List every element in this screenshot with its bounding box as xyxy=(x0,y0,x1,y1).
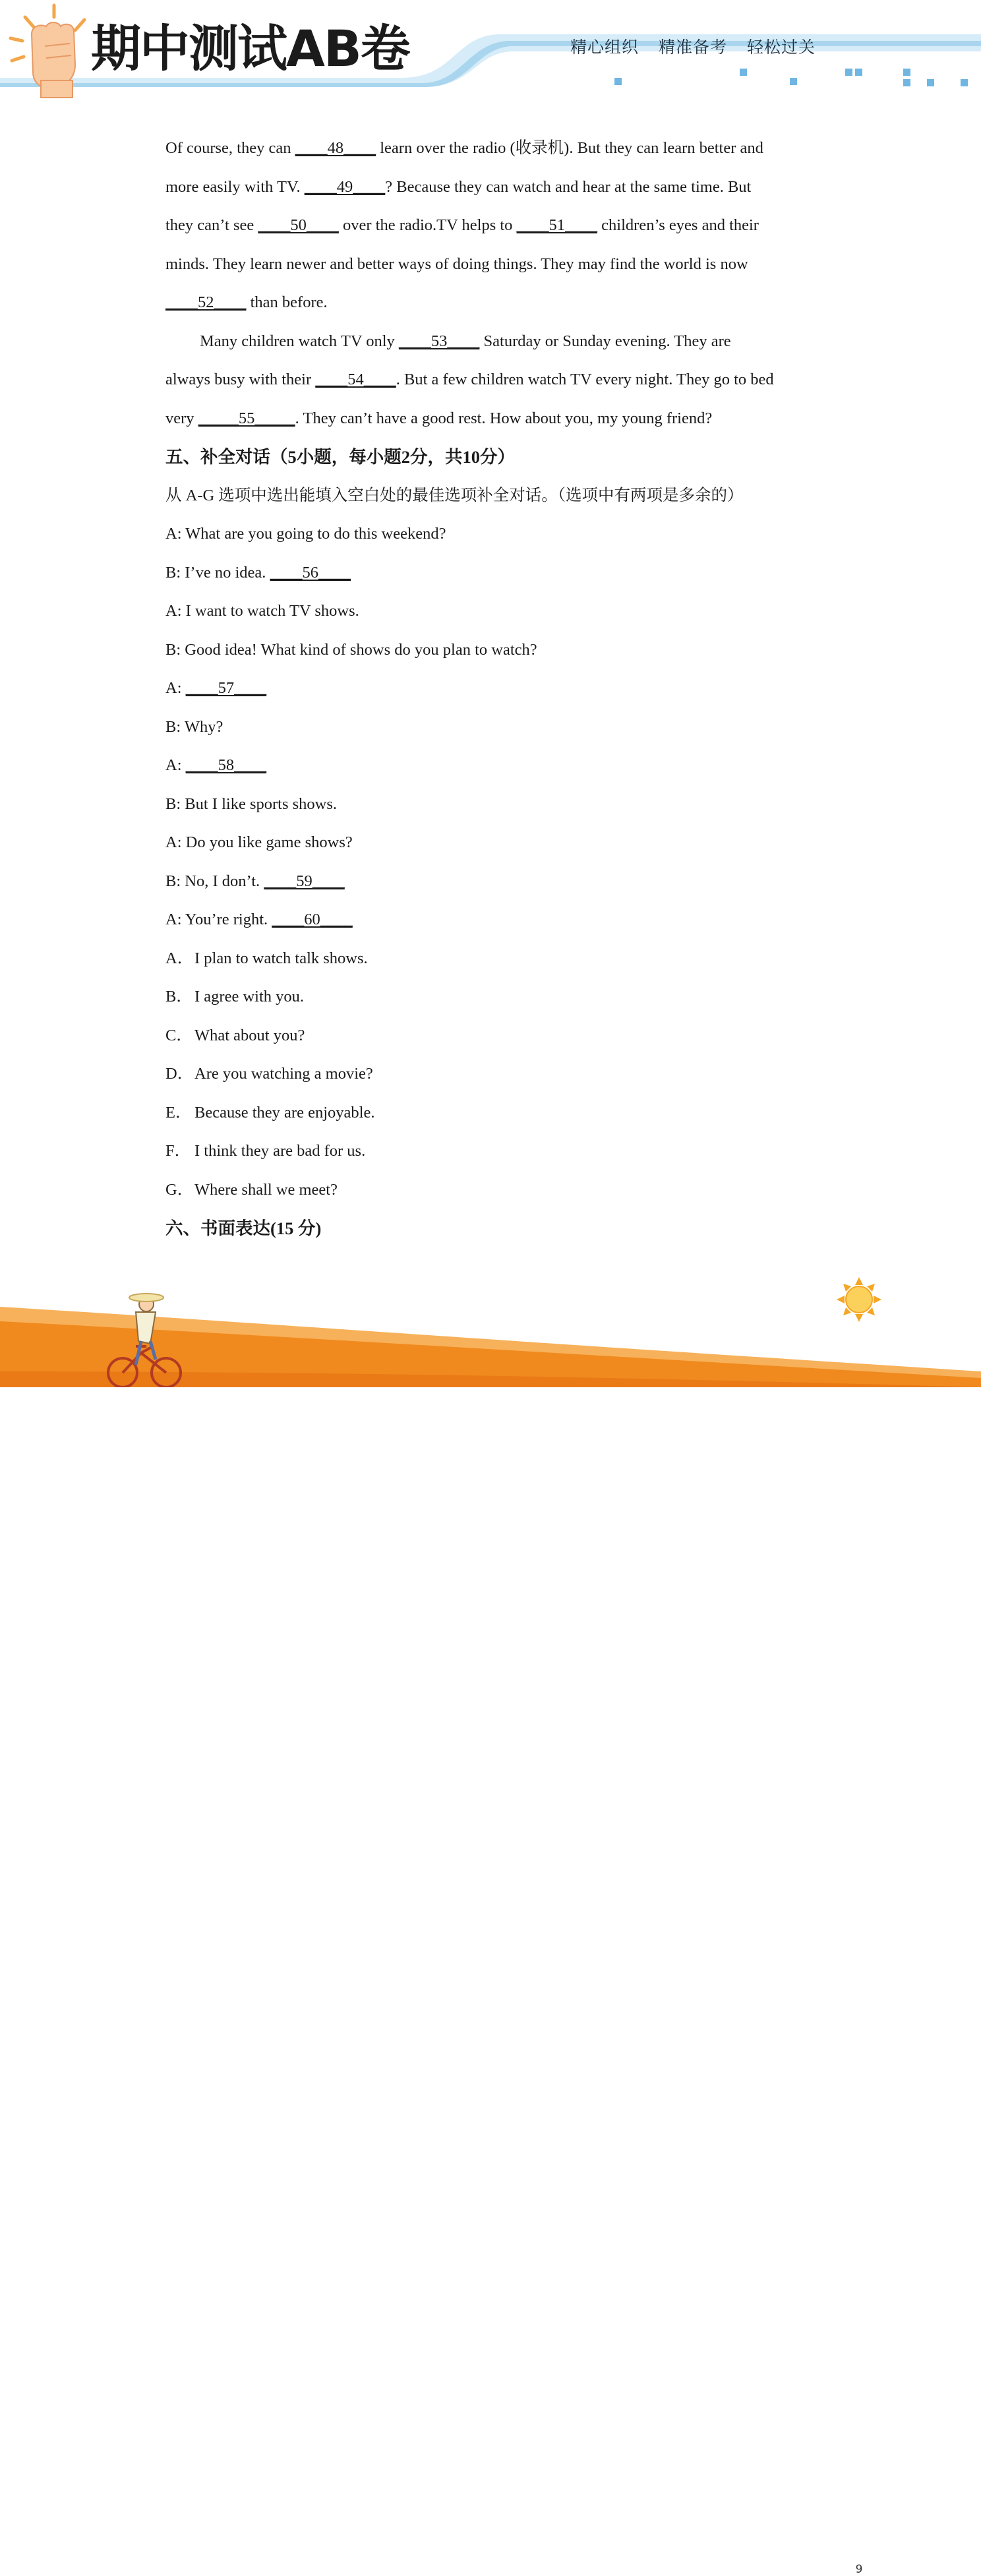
option-g xyxy=(165,1171,825,1210)
passage-text: minds. They learn newer and better ways of doing things. They may find the world is now xyxy=(165,255,748,273)
passage-text: children’s eyes and their xyxy=(597,216,759,234)
option-text: Are you watching a movie? xyxy=(194,1065,373,1083)
dialogue-text: B: I’ve no idea. xyxy=(165,563,270,582)
answer-blank-55: _____55_____ xyxy=(198,409,295,427)
page-number: 9 xyxy=(855,2563,863,2576)
passage-text: ? Because they can watch and hear at the same time. But xyxy=(385,177,752,196)
option-text: Because they are enjoyable. xyxy=(194,1103,375,1122)
answer-blank-57: ____57____ xyxy=(185,679,267,697)
slogan-3: 轻松过关 xyxy=(747,38,816,57)
page-content xyxy=(165,129,825,1248)
option-letter: F． xyxy=(165,1142,191,1160)
passage-line xyxy=(165,284,825,322)
dialogue-line xyxy=(165,554,825,593)
answer-blank-48: ____48____ xyxy=(295,139,376,157)
dialogue-text: A: xyxy=(165,679,186,697)
section-5-instruction: 从 A-G 选项中选出能填入空白处的最佳选项补全对话。（选项中有两项是多余的） xyxy=(165,486,744,504)
dialogue-line xyxy=(165,631,825,670)
dialogue-text: B: Good idea! What kind of shows do you plan to watch? xyxy=(165,640,537,659)
answer-blank-60: ____60____ xyxy=(272,911,353,928)
answer-blank-51: ____51____ xyxy=(516,216,598,234)
option-text: Where shall we meet? xyxy=(194,1180,338,1199)
passage-line xyxy=(165,206,825,245)
passage-line xyxy=(165,168,825,207)
answer-blank-50: ____50____ xyxy=(258,216,339,234)
passage-text: Many children watch TV only xyxy=(200,332,399,350)
answer-options xyxy=(165,940,825,1210)
passage-text: more easily with TV. xyxy=(165,177,305,196)
sun-icon xyxy=(837,1277,881,1322)
section-6-heading: 六、书面表达(15 分) xyxy=(165,1218,322,1238)
section-5-heading: 五、补全对话（5小题，每小题2分，共10分） xyxy=(165,447,515,467)
dialogue-text: B: But I like sports shows. xyxy=(165,794,337,813)
option-text: What about you? xyxy=(194,1026,305,1044)
passage-text: . They can’t have a good rest. How about you, my young friend? xyxy=(295,409,713,427)
passage-text: they can’t see xyxy=(165,216,258,234)
footer-banner xyxy=(0,1273,981,1387)
option-letter: A． xyxy=(165,949,194,967)
option-e xyxy=(165,1094,825,1133)
answer-blank-49: ____49____ xyxy=(304,177,386,196)
brand-title: 期中测试AB卷 xyxy=(91,19,409,78)
answer-blank-52: ____52____ xyxy=(165,293,247,311)
dialogue-line xyxy=(165,592,825,631)
dialogue-text: A: I want to watch TV shows. xyxy=(165,602,359,620)
dialogue xyxy=(165,515,825,940)
dialogue-text: A: What are you going to do this weekend? xyxy=(165,525,446,543)
slogan-2: 精准备考 xyxy=(659,38,728,57)
passage-text: learn over the radio (收录机). But they can learn better and xyxy=(376,139,763,157)
header-slogans xyxy=(570,34,816,58)
passage-text: Saturday or Sunday evening. They are xyxy=(479,332,731,350)
dialogue-text: A: You’re right. xyxy=(165,911,272,928)
dialogue-line xyxy=(165,901,825,940)
dialogue-line xyxy=(165,785,825,824)
dialogue-line xyxy=(165,862,825,901)
dialogue-line xyxy=(165,746,825,785)
option-text: I plan to watch talk shows. xyxy=(194,949,368,967)
option-a xyxy=(165,940,825,978)
option-letter: C． xyxy=(165,1026,193,1044)
reading-passage xyxy=(165,129,825,438)
dialogue-line xyxy=(165,708,825,747)
option-d xyxy=(165,1055,825,1094)
dialogue-line xyxy=(165,824,825,862)
answer-blank-58: ____58____ xyxy=(185,756,267,774)
option-f xyxy=(165,1132,825,1171)
dialogue-line xyxy=(165,669,825,708)
page-footer xyxy=(0,1273,981,2576)
passage-line xyxy=(165,400,825,438)
slogan-1: 精心组织 xyxy=(570,38,639,57)
passage-text: . But a few children watch TV every night. They go to bed xyxy=(396,371,774,388)
dialogue-text: A: xyxy=(165,756,186,774)
option-b xyxy=(165,978,825,1017)
passage-line xyxy=(165,129,825,168)
passage-line xyxy=(165,245,825,284)
dialogue-text: A: Do you like game shows? xyxy=(165,833,353,851)
passage-text: over the radio.TV helps to xyxy=(338,216,517,234)
page-header xyxy=(0,0,981,99)
passage-text: than before. xyxy=(246,293,328,311)
option-c xyxy=(165,1017,825,1056)
option-letter: B． xyxy=(165,988,193,1005)
passage-text: Of course, they can xyxy=(165,139,295,157)
option-text: I think they are bad for us. xyxy=(194,1142,366,1160)
passage-line xyxy=(165,361,825,400)
option-letter: D． xyxy=(165,1065,194,1083)
answer-blank-59: ____59____ xyxy=(264,872,345,890)
passage-line xyxy=(165,322,825,361)
option-letter: G． xyxy=(165,1180,194,1199)
passage-text: very xyxy=(165,409,198,427)
dialogue-text: B: No, I don’t. xyxy=(165,872,264,890)
option-letter: E． xyxy=(165,1103,192,1122)
dialogue-line xyxy=(165,515,825,554)
answer-blank-56: ____56____ xyxy=(270,563,351,582)
dialogue-text: B: Why? xyxy=(165,717,223,736)
answer-blank-53: ____53____ xyxy=(398,332,480,350)
answer-blank-54: ____54____ xyxy=(315,371,396,388)
passage-text: always busy with their xyxy=(165,371,316,388)
decorative-squares xyxy=(614,69,968,86)
option-text: I agree with you. xyxy=(194,988,304,1005)
